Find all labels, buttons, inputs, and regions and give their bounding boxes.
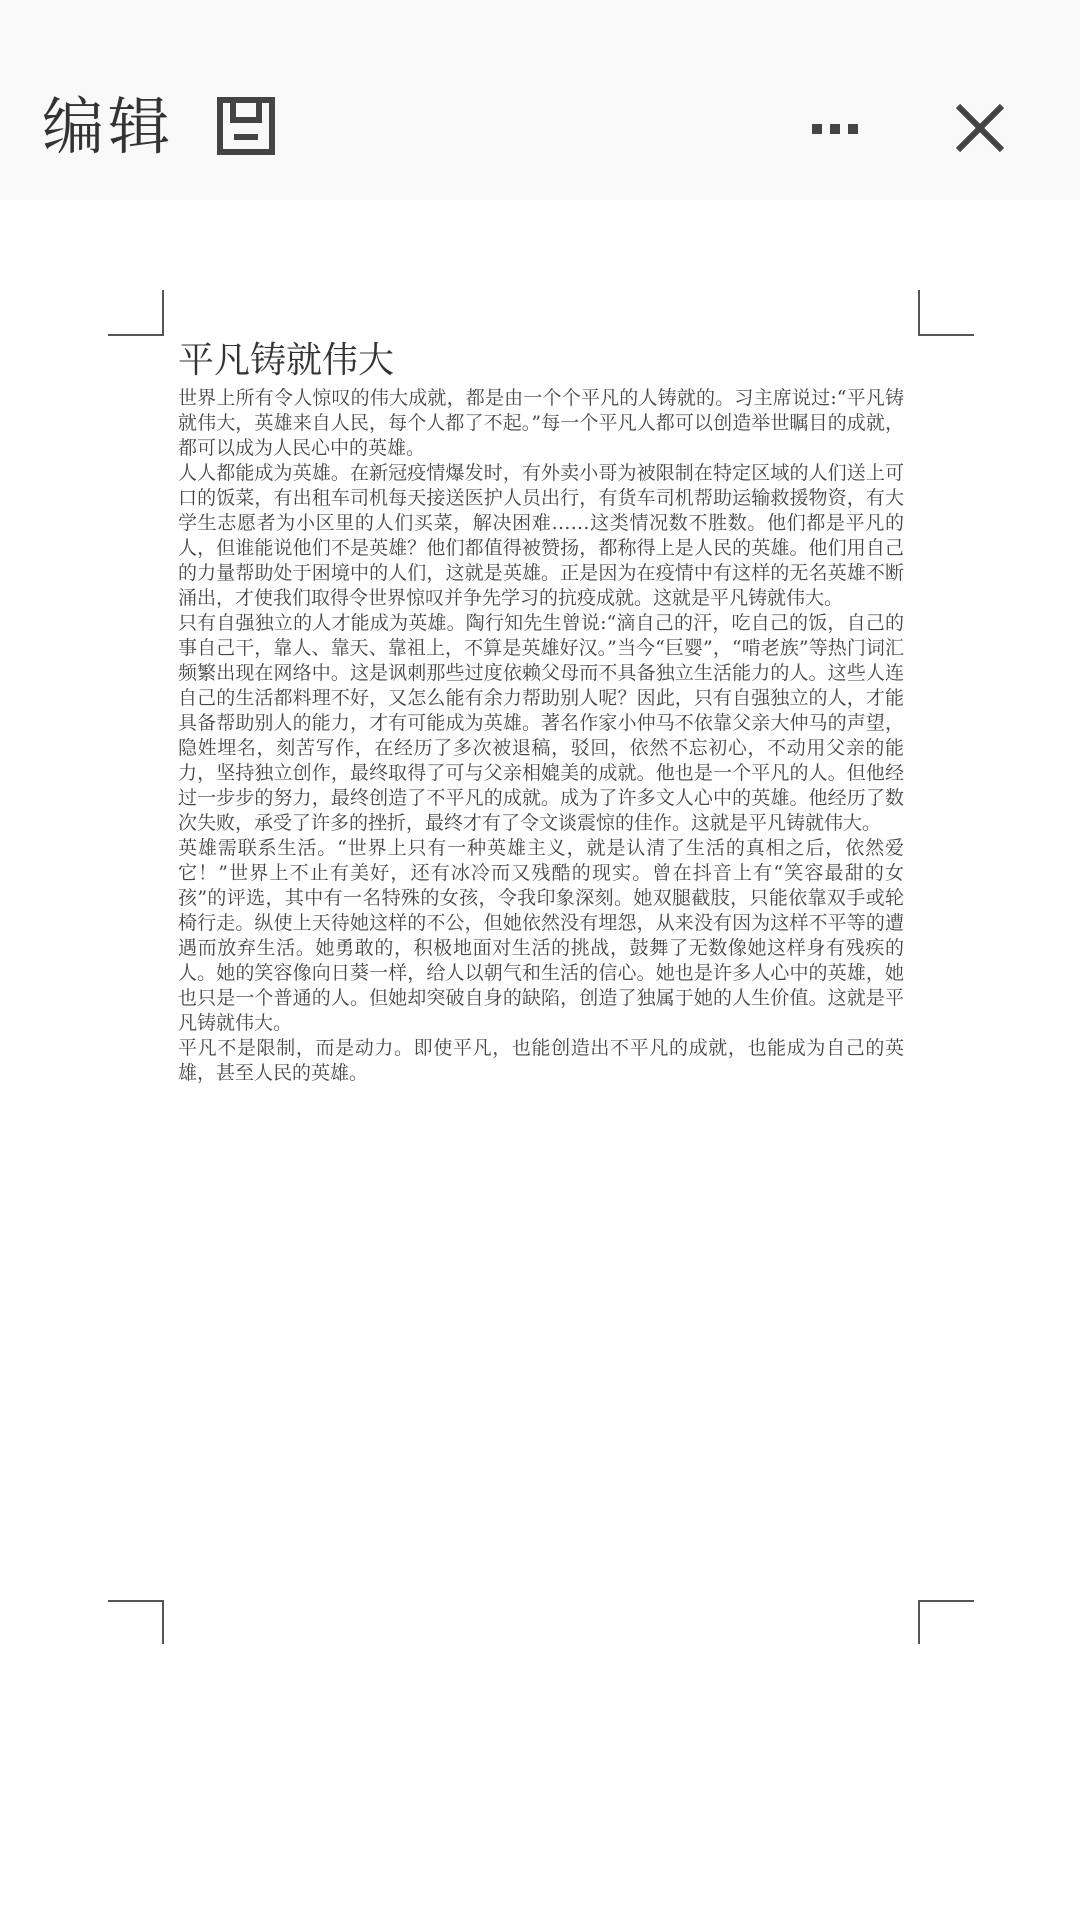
document-page[interactable] — [0, 200, 1080, 1920]
edit-title[interactable]: 编辑 — [42, 90, 175, 163]
document-paragraph: 英雄需联系生活。“世界上只有一种英雄主义，就是认清了生活的真相之后，依然爱它！”世界上不止有美好，还有冰冷而又残酷的现实。曾在抖音上有“笑容最甜的女孩”的评选，其中有一名特殊的女孩，令我印象深刻。她双腿截肢，只能依靠双手或轮椅行走。纵使上天待她这样的不公，但她依然没有埋怨，从来没有因为这样不平等的遭遇而放弃生活。她勇敢的，积极地面对生活的挑战，鼓舞了无数像她这样身有残疾的人。她的笑容像向日葵一样，给人以朝气和生活的信心。她也是许多人心中的英雄，她也只是一个普通的人。但她却突破自身的缺陷，创造了独属于她的人生价值。这就是平凡铸就伟大。 — [178, 837, 904, 1034]
save-button[interactable] — [214, 94, 280, 160]
crop-mark-bottom-right — [918, 1600, 974, 1644]
status-bar — [0, 0, 1080, 50]
document-paragraph: 只有自强独立的人才能成为英雄。陶行知先生曾说:“滴自己的汗，吃自己的饭，自己的事自己干，靠人、靠天、靠祖上，不算是英雄好汉。”当今“巨婴”，“啃老族”等热门词汇频繁出现在网络中。这是讽刺那些过度依赖父母而不具备独立生活能力的人。这些人连自己的生活都料理不好，又怎么能有余力帮助别人呢？因此，只有自强独立的人，才能具备帮助别人的能力，才有可能成为英雄。著名作家小仲马不依靠父亲大仲马的声望，隐姓埋名，刻苦写作，在经历了多次被退稿，驳回，依然不忘初心，不动用父亲的能力，坚持独立创作，最终取得了可与父亲相媲美的成就。他也是一个平凡的人。但他经过一步步的努力，最终创造了不平凡的成就。成为了许多文人心中的英雄。他经历了数次失败，承受了许多的挫折，最终才有了令文谈震惊的佳作。这就是平凡铸就伟大。 — [178, 612, 904, 834]
document-paragraph: 人人都能成为英雄。在新冠疫情爆发时，有外卖小哥为被限制在特定区域的人们送上可口的饭菜，有出租车司机每天接送医护人员出行，有货车司机帮助运输救援物资，有大学生志愿者为小区里的人们买菜，解决困难……这类情况数不胜数。他们都是平凡的人，但谁能说他们不是英雄？他们都值得被赞扬，都称得上是人民的英雄。他们用自己的力量帮助处于困境中的人们，这就是英雄。正是因为在疫情中有这样的无名英雄不断涌出，才使我们取得令世界惊叹并争先学习的抗疫成就。这就是平凡铸就伟大。 — [178, 462, 904, 609]
crop-mark-top-left — [108, 290, 164, 336]
close-button[interactable] — [950, 98, 1010, 158]
document-paragraph: 世界上所有令人惊叹的伟大成就，都是由一个个平凡的人铸就的。习主席说过:“平凡铸就伟大，英雄来自人民，每个人都了不起。”每一个平凡人都可以创造举世瞩目的成就，都可以成为人民心中的英雄。 — [178, 387, 904, 459]
more-horizontal-icon — [800, 108, 870, 148]
document-body[interactable] — [178, 338, 904, 1086]
document-title: 平凡铸就伟大 — [178, 340, 395, 381]
close-icon — [950, 98, 1010, 158]
top-toolbar — [0, 50, 1080, 200]
floppy-disk-icon — [214, 94, 280, 160]
more-options-button[interactable] — [800, 108, 870, 148]
crop-mark-bottom-left — [108, 1600, 164, 1644]
crop-mark-top-right — [918, 290, 974, 336]
document-paragraph: 平凡不是限制，而是动力。即使平凡，也能创造出不平凡的成就，也能成为自己的英雄，甚至人民的英雄。 — [178, 1037, 904, 1084]
